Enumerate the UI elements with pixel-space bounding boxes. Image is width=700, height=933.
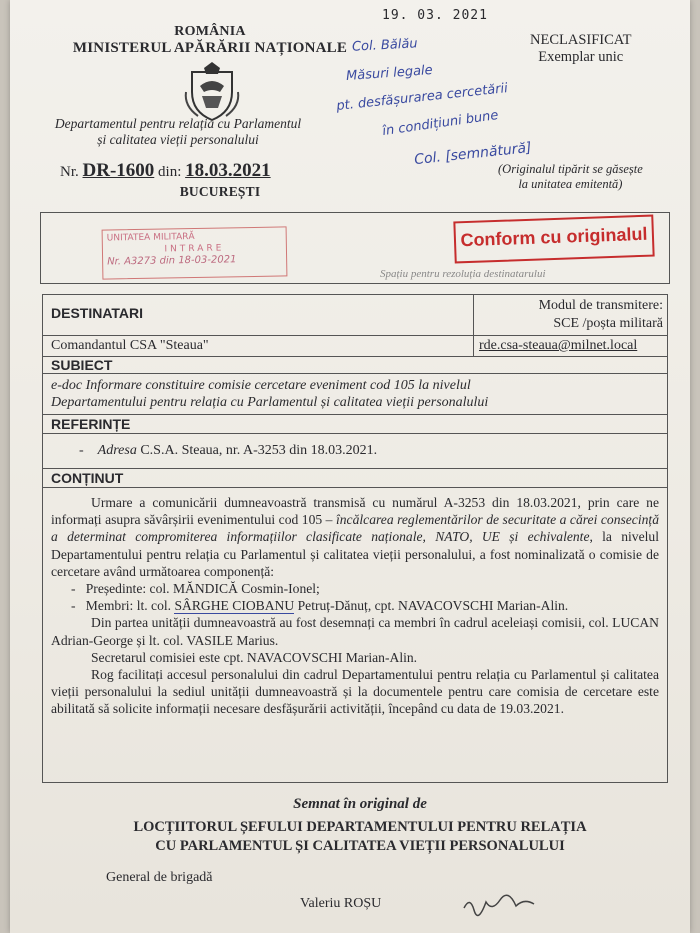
classification-label: NECLASIFICAT [530,32,632,48]
president-text: Președinte: col. MĂNDICĂ Cosmin-Ionel; [85,581,320,597]
signatory-rank: General de brigadă [106,870,213,885]
signatory-title-line-2: CU PARLAMENTUL ȘI CALITATEA VIEȚII PERSONALULUI [155,838,565,854]
subject-row [42,373,668,415]
content-header-row [42,468,668,488]
din-label: din: [158,164,182,180]
department-line-2: și calitatea vieții personalului [97,132,259,147]
nr-value: DR-1600 [82,160,155,181]
paragraph-3: Secretarul comisiei este cpt. NAVACOVSCHI Marian-Alin. [91,649,418,665]
members-underlined-name: SÂRGHE CIOBANU [174,598,295,614]
paragraph-1-a: Urmare a comunicării dumneavoastră transmisă cu numărul A-3253 din 18.03.2021, prin care ne informați asupra săvârșirii evenimentului cod 105 – [51,495,659,528]
content-label: CONȚINUT [51,470,124,486]
document-page [10,0,690,933]
bullet-dash: - [71,598,76,614]
subject-line-2: Departamentului pentru relația cu Parlamentul și calitatea vieții personalului [51,395,489,410]
bullet-dash: - [71,581,76,597]
reference-italic: Adresa [97,443,137,458]
paragraph-1 [51,494,659,580]
original-note [498,162,643,192]
transmission-mode [473,297,663,333]
members-rest: Petruț-Dănuț, cpt. NAVACOVSCHI Marian-Alin. [297,598,569,614]
signatory-name: Valeriu ROȘU [300,896,382,911]
president-line [71,580,659,597]
signatory-title-line-1: LOCȚIITORUL ȘEFULUI DEPARTAMENTULUI PENTRU RELAȚIA [133,819,587,835]
destinatari-label: DESTINATARI [51,305,144,321]
document-date: 18.03.2021 [185,160,271,181]
transmission-line-1: Modul de transmitere: [538,298,663,313]
document-number [60,160,271,182]
content-body [51,494,659,718]
registry-stamp-line-2: INTRARE [164,243,225,255]
nr-label: Nr. [60,164,79,180]
subject-header-row [42,356,668,374]
members-line [71,597,659,614]
registry-stamp-line-3: Nr. A3273 din 18-03-2021 [107,254,237,268]
recipient-name: Comandantul CSA "Steaua" [51,338,209,353]
recipient-row [42,335,668,357]
paragraph-4: Rog facilitați accesul personalului din cadrul Departamentului pentru relația cu Parlamentul și calitatea vieții personalului la sediul unității dumneavoastră și la documentele pentru care comisia de cercetare este abilitată să solicite informații necesare desfășurării activității, începând cu data de 19.03.2021. [51,667,659,717]
content-row [42,487,668,783]
column-divider [473,336,474,356]
registry-stamp [102,226,288,279]
transmission-line-2: SCE /poșta militară [553,316,663,331]
country-name: ROMÂNIA [174,24,246,39]
handwritten-line-3: pt. desfășurarea cercetării [335,81,509,114]
ministry-name: MINISTERUL APĂRĂRII NAȚIONALE [72,40,348,56]
destinatari-header-row [42,294,668,336]
paragraph-1-italic: încălcarea reglementărilor de securitate a cărei consecință a determinat compromiterea informațiilor clasificate naționale, NATO, UE și echivalente [51,512,659,545]
department-name [28,116,328,148]
subject-text [51,377,661,411]
subject-line-1: e-doc Informare constituire comisie cercetare eveniment cod 105 la nivelul [51,378,471,393]
received-date: 19. 03. 2021 [382,8,488,23]
references-label: REFERINȚE [51,416,131,432]
references-header-row [42,414,668,434]
reference-text: C.S.A. Steaua, nr. A-3253 din 18.03.2021. [140,443,378,458]
reference-dash: - [79,443,84,458]
handwritten-line-2: Măsuri legale [345,62,434,85]
paragraph-1-b: , la nivelul Departamentului pentru relația cu Parlamentul și calitatea vieții personalului, a fost nominalizată o comisie de cercetare având următoarea componență: [51,529,659,579]
reference-item [79,443,377,459]
subject-label: SUBIECT [51,357,113,373]
handwritten-line-4: în condițiuni bune [381,107,500,140]
copy-label: Exemplar unic [538,49,624,65]
signatory-title [70,818,650,856]
handwritten-line-1: Col. Bălău [351,36,418,55]
classification-block [530,32,632,66]
conform-stamp: Conform cu originalul [453,215,654,264]
signed-note: Semnat în original de [293,796,427,812]
references-row [42,433,668,469]
members-label: Membri: lt. col. [85,598,172,614]
registry-stamp-line-1: UNITATEA MILITARĂ [106,231,195,244]
recipient-email: rde.csa-steaua@milnet.local [479,338,638,353]
original-note-line-1: (Originalul tipărit se găsește [498,162,643,176]
city: BUCUREȘTI [179,184,261,199]
signature-scribble-icon [460,890,540,918]
department-line-1: Departamentul pentru relația cu Parlamentul [54,116,302,131]
paragraph-2: Din partea unității dumneavoastră au fost desemnați ca membri în cadrul aceleiași comisii, col. LUCAN Adrian-George și lt. col. VASILE Marius. [51,615,659,648]
space-note: Spațiu pentru rezoluția destinatarului [380,268,546,280]
coat-of-arms-icon [182,62,242,124]
handwritten-signature: Col. [semnătură] [413,139,533,169]
original-note-line-2: la unitatea emitentă) [518,177,623,191]
